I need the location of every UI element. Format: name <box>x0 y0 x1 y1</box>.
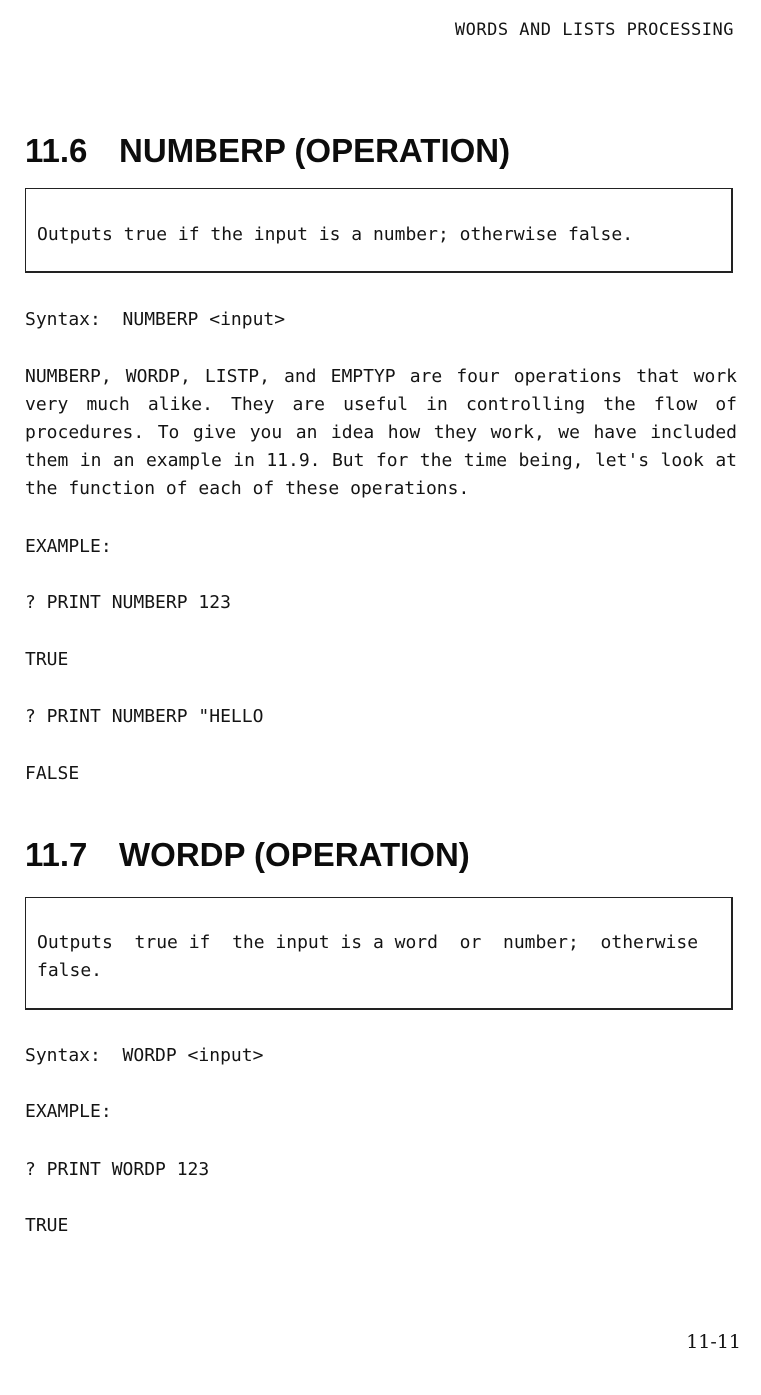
definition-text-line-1: Outputs true if the input is a word or number; otherwise <box>37 932 699 953</box>
definition-box-numberp <box>25 188 733 273</box>
example-command-3: ? PRINT WORDP 123 <box>25 1159 210 1180</box>
syntax-line-numberp: Syntax: NUMBERP <input> <box>25 309 286 330</box>
page-number: 11-11 <box>686 1331 741 1353</box>
section-number: 11.6 <box>25 132 88 169</box>
section-title: NUMBERP (OPERATION) <box>119 132 511 169</box>
example-label-numberp: EXAMPLE: <box>25 536 112 557</box>
example-label-wordp: EXAMPLE: <box>25 1101 112 1122</box>
example-command-2: ? PRINT NUMBERP "HELLO <box>25 706 264 727</box>
example-command-1: ? PRINT NUMBERP 123 <box>25 592 231 613</box>
definition-box-wordp <box>25 897 733 1010</box>
example-output-3: TRUE <box>25 1215 69 1236</box>
section-heading-wordp <box>25 835 470 875</box>
definition-text-line-2: false. <box>37 960 103 981</box>
example-output-2: FALSE <box>25 763 80 784</box>
definition-text: Outputs true if the input is a number; otherwise false. <box>37 224 634 245</box>
description-paragraph: NUMBERP, WORDP, LISTP, and EMPTYP are four operations that work very much alike. They are useful in controlling the flow of procedures. To give you an idea how they work, we have included them in an example in 11.9. But for the time being, let's look at the function of each of these operations. <box>25 366 737 499</box>
section-title: WORDP (OPERATION) <box>119 836 470 873</box>
section-heading-numberp <box>25 131 510 171</box>
syntax-line-wordp: Syntax: WORDP <input> <box>25 1045 264 1066</box>
section-number: 11.7 <box>25 836 88 873</box>
running-header: WORDS AND LISTS PROCESSING <box>454 20 734 40</box>
example-output-1: TRUE <box>25 649 69 670</box>
